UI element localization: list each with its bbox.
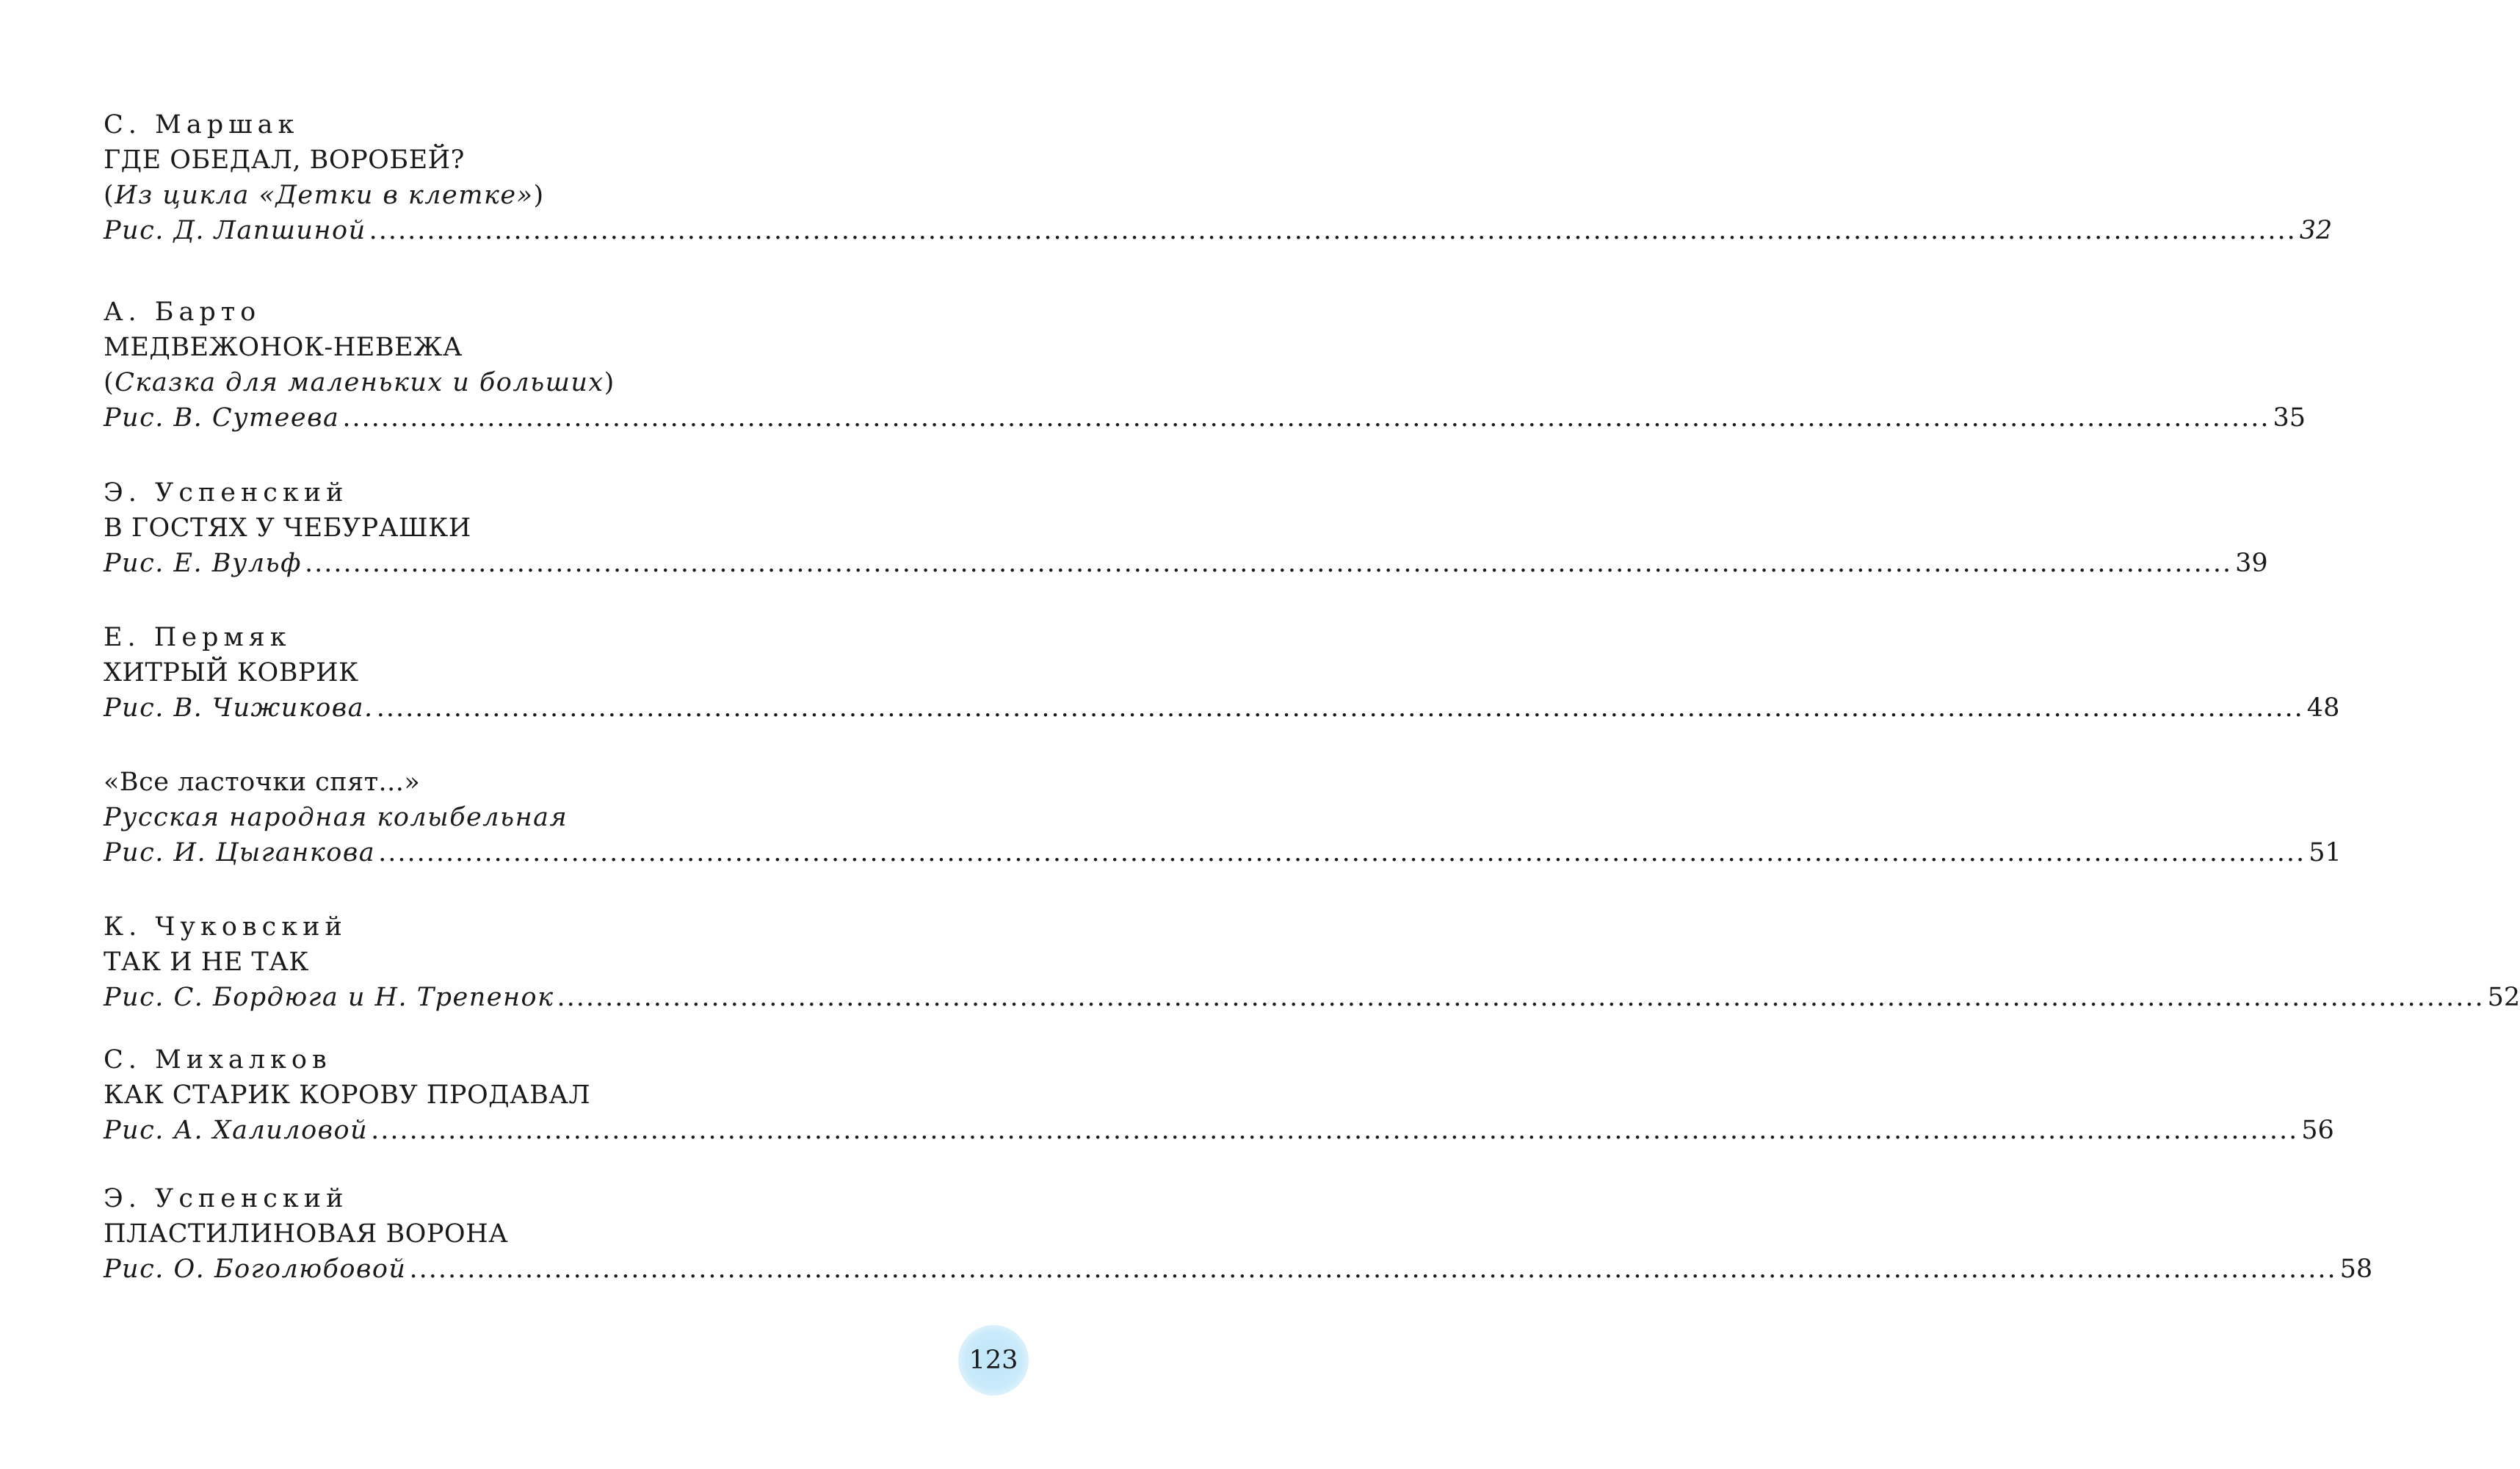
entry-author: Е. Пермяк (104, 623, 292, 652)
entry-illustrator: Рис. О. Боголюбовой (104, 1255, 407, 1284)
entry-author: Э. Успенский (104, 478, 349, 508)
entry-page-number: 56 (2301, 1116, 2334, 1145)
entry-title: МЕДВЕЖОНОК-НЕВЕЖА (104, 333, 463, 362)
entry-illustrator-row[interactable] (104, 1116, 2334, 1145)
entry-illustrator: Рис. В. Сутеева (104, 403, 340, 433)
entry-illustrator: Рис. И. Цыганкова (104, 838, 376, 867)
dot-leader: ........................................................................................................................................................................................................ (376, 693, 2304, 723)
entry-illustrator-row[interactable] (104, 216, 2333, 245)
entry-illustrator: Рис. Е. Вульф (104, 549, 303, 578)
entry-title: ПЛАСТИЛИНОВАЯ ВОРОНА (104, 1219, 509, 1249)
entry-illustrator-row[interactable] (104, 1255, 2373, 1284)
entry-author: А. Барто (104, 297, 261, 327)
entry-subtitle-text: Сказка для маленьких и больших (115, 368, 604, 397)
dot-leader: ........................................................................................................................................................................................................ (557, 983, 2485, 1012)
entry-illustrator-row[interactable] (104, 838, 2342, 867)
entry-illustrator: Рис. С. Бордюга и Н. Трепенок (104, 983, 554, 1012)
entry-subtitle-text: Из цикла «Детки в клетке» (115, 181, 534, 210)
page-number-badge (958, 1325, 1029, 1396)
entry-page-number: 35 (2273, 403, 2306, 433)
dot-leader: ........................................................................................................................................................................................................ (305, 549, 2233, 578)
dot-leader: ........................................................................................................................................................................................................ (409, 1255, 2337, 1284)
entry-page-number: 51 (2309, 838, 2342, 867)
entry-title: ТАК И НЕ ТАК (104, 948, 309, 977)
entry-title: ГДЕ ОБЕДАЛ, ВОРОБЕЙ? (104, 145, 465, 175)
entry-page-number: 48 (2306, 693, 2340, 723)
entry-author: Э. Успенский (104, 1184, 349, 1213)
entry-illustrator: Рис. Д. Лапшиной (104, 216, 366, 245)
entry-illustrator: Рис. А. Халиловой (104, 1116, 369, 1145)
entry-illustrator-row[interactable] (104, 983, 2520, 1012)
entry-illustrator-row[interactable] (104, 403, 2306, 433)
page-number-text: 123 (968, 1346, 1018, 1375)
dot-leader: ........................................................................................................................................................................................................ (369, 216, 2297, 245)
entry-title: ХИТРЫЙ КОВРИК (104, 658, 359, 687)
entry-subtitle: (Из цикла «Детки в клетке») (104, 181, 545, 210)
entry-page-number: 32 (2299, 216, 2333, 245)
entry-author: К. Чуковский (104, 912, 347, 942)
entry-illustrator-row[interactable] (104, 549, 2268, 578)
entry-title: КАК СТАРИК КОРОВУ ПРОДАВАЛ (104, 1080, 591, 1110)
dot-leader: ........................................................................................................................................................................................................ (378, 838, 2306, 867)
entry-page-number: 58 (2339, 1255, 2373, 1284)
entry-page-number: 52 (2487, 983, 2520, 1012)
entry-page-number: 39 (2235, 549, 2268, 578)
dot-leader: ........................................................................................................................................................................................................ (342, 403, 2270, 433)
entry-illustrator-row[interactable] (104, 693, 2340, 723)
entry-author: С. Михалков (104, 1045, 332, 1075)
entry-author: С. Маршак (104, 110, 300, 140)
entry-title: В ГОСТЯХ У ЧЕБУРАШКИ (104, 513, 471, 543)
entry-title: «Все ласточки спят...» (104, 768, 421, 797)
dot-leader: ........................................................................................................................................................................................................ (371, 1116, 2299, 1145)
entry-subtitle: (Сказка для маленьких и больших) (104, 368, 615, 397)
entry-subtitle: Русская народная колыбельная (104, 803, 568, 832)
entry-illustrator: Рис. В. Чижикова. (104, 693, 374, 723)
